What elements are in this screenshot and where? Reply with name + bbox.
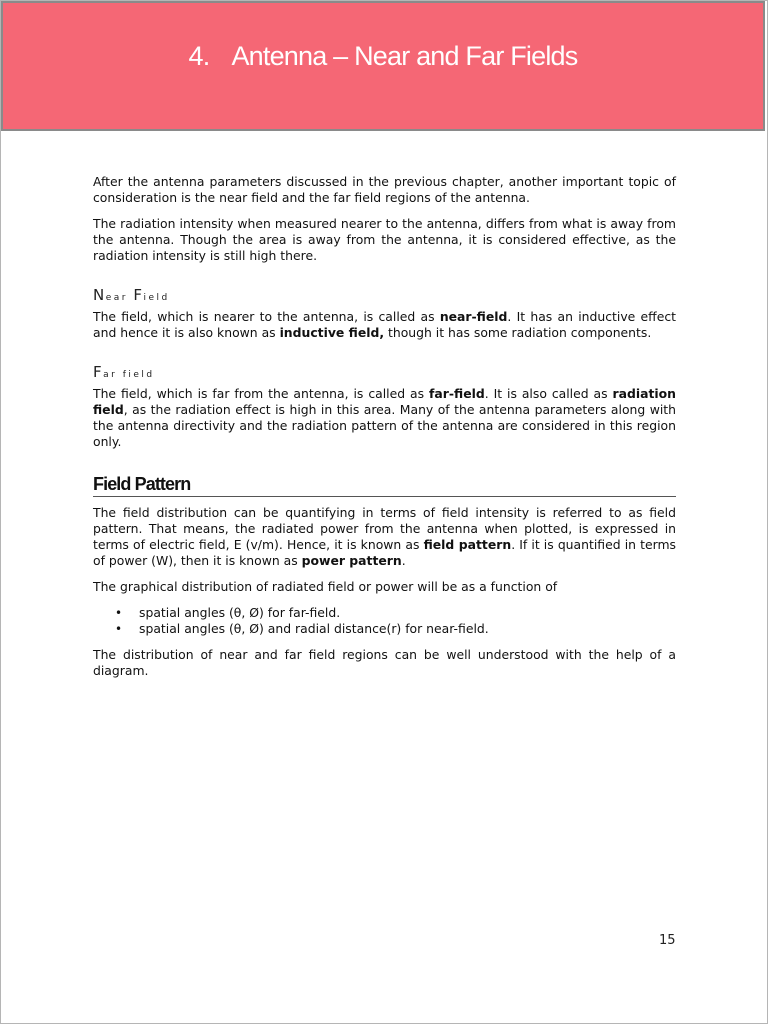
page-content [93,174,676,689]
near-field-heading: Near Field [93,286,170,304]
near-field-paragraph: The field, which is nearer to the antenna, is called as near-field. It has an inductive effect and hence it is also known as inductive field, though it has some radiation components. [93,309,676,340]
far-field-heading: Far field [93,363,155,381]
chapter-title [3,41,763,72]
list-item: • spatial angles (θ, Ø) for far-field. [115,605,341,620]
page-number: 15 [659,933,676,948]
list-item: • spatial angles (θ, Ø) and radial distance(r) for near-field. [115,621,489,636]
bullet-icon: • [115,606,123,620]
graphical-distribution-paragraph: The graphical distribution of radiated field or power will be as a function of [93,579,558,594]
chapter-banner [1,1,765,131]
bullet-list [93,605,676,637]
chapter-title-text: Antenna – Near and Far Fields [231,41,578,71]
field-pattern-paragraph: The field distribution can be quantifying in terms of field intensity is referred to as field pattern. That means, the radiated power from the antenna when plotted, is expressed in terms of electric field, E (v/m). Hence, it is known as field pattern. If it is quantified in terms of power (W), then it is known as power pattern. [93,505,676,568]
diagram-intro-paragraph: The distribution of near and far field regions can be well understood with the help of a diagram. [93,647,676,678]
far-field-paragraph: The field, which is far from the antenna, is called as far-field. It is also called as radiation field, as the radiation effect is high in this area. Many of the antenna parameters along with the antenna directivity and the radiation pattern of the antenna are considered in this region only. [93,386,676,449]
field-pattern-heading: Field Pattern [93,474,676,497]
chapter-number: 4. [188,41,210,71]
intro-paragraph-1: After the antenna parameters discussed in the previous chapter, another important topic of consideration is the near field and the far field regions of the antenna. [93,174,676,205]
bullet-icon: • [115,622,123,636]
intro-paragraph-2: The radiation intensity when measured nearer to the antenna, differs from what is away from the antenna. Though the area is away from the antenna, it is considered effective, as the radiation intensity is still high there. [93,216,676,263]
